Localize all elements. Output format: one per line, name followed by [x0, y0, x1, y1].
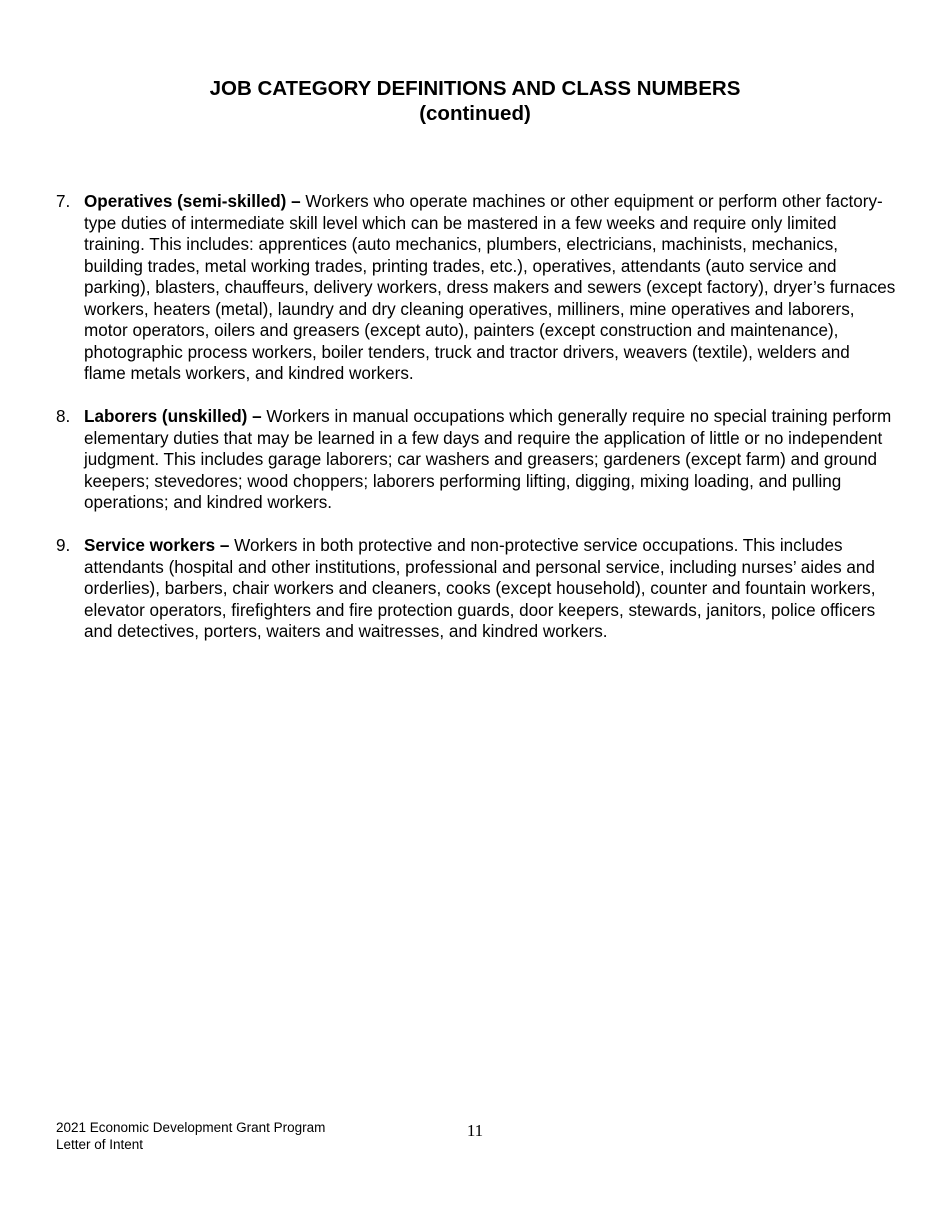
definition-item-service-workers	[56, 535, 896, 643]
page-title-line-2: (continued)	[419, 102, 531, 125]
definition-number: 8.	[56, 407, 71, 426]
definition-number: 9.	[56, 536, 71, 555]
footer-document-name: Letter of Intent	[56, 1137, 144, 1152]
definition-number: 7.	[56, 192, 71, 211]
page-title	[0, 76, 950, 126]
definition-text: Workers in both protective and non-protective service occupations. This includes attendants (hospital and other institutions, professional and personal service, including nurses’ aides and orderlies), barbers, chair workers and cleaners, cooks (except household), counter and fountain workers, elevator operators, firefighters and fire protection guards, door keepers, stewards, janitors, police officers and detectives, porters, waiters and waitresses, and kindred workers.	[84, 536, 876, 641]
page-title-line-1: JOB CATEGORY DEFINITIONS AND CLASS NUMBERS	[209, 77, 741, 100]
definition-text: Workers in manual occupations which generally require no special training perform elementary duties that may be learned in a few days and require the application of little or no independent judgment. This includes garage laborers; car washers and greasers; gardeners (except farm) and ground keepers; stevedores; wood choppers; laborers performing lifting, digging, mixing loading, and pulling operations; and kindred workers.	[84, 407, 892, 512]
definition-list	[56, 191, 896, 664]
definition-term: Service workers –	[84, 536, 235, 555]
definition-term: Operatives (semi-skilled) –	[84, 192, 306, 211]
footer-program-name: 2021 Economic Development Grant Program	[56, 1120, 326, 1135]
definition-text: Workers who operate machines or other equipment or perform other factory-type duties of intermediate skill level which can be mastered in a few weeks and require only limited training. This includes: apprentices (auto mechanics, plumbers, electricians, machinists, mechanics, building trades, metal working trades, printing trades, etc.), operatives, attendants (auto service and parking), blasters, chauffeurs, delivery workers, dress makers and sewers (except factory), dryer’s furnaces workers, heaters (metal), laundry and dry cleaning operatives, milliners, mine operatives and laborers, motor operators, oilers and greasers (except auto), painters (except construction and maintenance), photographic process workers, boiler tenders, truck and tractor drivers, weavers (textile), welders and flame metals workers, and kindred workers.	[84, 192, 896, 383]
definition-item-laborers	[56, 406, 896, 514]
page-number: 11	[466, 1121, 484, 1140]
definition-item-operatives	[56, 191, 896, 385]
definition-term: Laborers (unskilled) –	[84, 407, 267, 426]
